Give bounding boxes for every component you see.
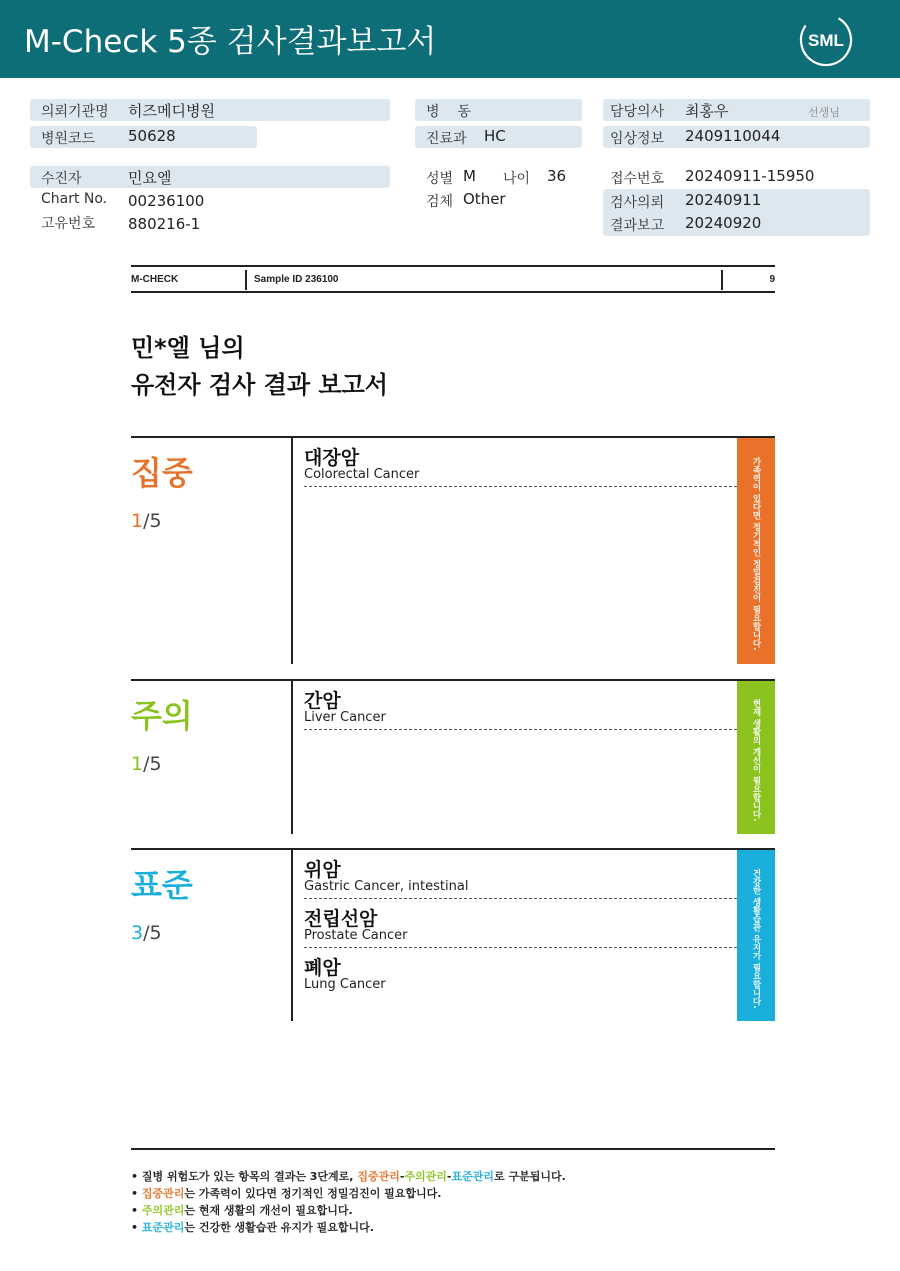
patient-value: 민요엘 [128,169,172,187]
standard-keyword: 표준관리 [451,1170,495,1183]
side-note-text: 가족력이 있다면 정기적인 정밀검진이 필요합니다. [751,457,761,651]
chart-no-label: Chart No. [41,191,108,207]
dash: - [446,1170,452,1183]
note-text: 는 가족력이 있다면 정기적인 정밀검진이 필요합니다. [184,1187,442,1200]
section-divider [291,850,293,1021]
section-caution [131,679,775,834]
report-title-line2: 유전자 검사 결과 보고서 [131,371,388,399]
report-title-line1: 민*엘 님의 [131,334,245,362]
institution-label: 의뢰기관명 [41,104,109,120]
section-count [131,922,162,944]
bullet: • [131,1170,139,1183]
ward-label: 병 동 [426,104,471,120]
cancer-name-en: Lung Cancer [304,977,386,992]
dashed-divider [304,898,737,899]
cancer-name-en: Colorectal Cancer [304,467,420,482]
dashed-divider [304,729,737,730]
age-value: 36 [547,167,567,185]
side-note-standard [737,850,775,1021]
report-date-value: 20240920 [685,214,762,232]
report-title [131,330,388,404]
section-count [131,753,162,775]
focus-keyword: 집중관리 [141,1187,185,1200]
bullet: • [131,1204,139,1217]
hospital-code-value: 50628 [128,127,176,145]
cancer-name-ko: 위암 [304,859,341,881]
dash: - [399,1170,405,1183]
bar-divider [245,270,247,290]
bullet: • [131,1187,139,1200]
sample-id-bar [131,265,775,293]
section-divider [291,681,293,834]
cancer-name-en: Prostate Cancer [304,928,408,943]
bar-divider [721,270,723,290]
side-note-text: 현재 생활의 개선이 필요합니다. [751,699,761,822]
cancer-item [304,440,737,488]
cancer-name-ko: 간암 [304,690,341,712]
dashed-divider [304,486,737,487]
cancer-item [304,950,737,998]
chart-no-value: 00236100 [128,192,205,210]
side-note-text: 건강한 생활습관 유지가 필요합니다. [751,868,761,1009]
receipt-label: 접수번호 [610,171,665,187]
section-divider [291,438,293,664]
logo-text: SML [808,31,844,50]
cancer-name-ko: 전립선암 [304,908,378,930]
dashed-divider [304,947,737,948]
uid-value: 880216-1 [128,215,201,233]
count-num: 1 [131,510,144,532]
bullet: • [131,1221,139,1234]
section-name: 주의 [131,697,193,735]
institution-value: 히즈메디병원 [128,102,215,120]
cancer-item [304,852,737,900]
footer-divider [131,1148,775,1150]
uid-label: 고유번호 [41,216,96,232]
note-text: 로 구분됩니다. [494,1170,566,1183]
request-value: 20240911 [685,191,762,209]
note-line-3 [131,1202,353,1218]
sml-logo-icon [798,12,854,68]
cancer-item [304,683,737,731]
mcheck-label: M-CHECK [131,274,179,285]
section-name: 표준 [131,866,193,904]
count-total: /5 [143,922,162,944]
department-label: 진료과 [426,131,467,147]
note-line-4 [131,1219,374,1235]
count-total: /5 [143,753,162,775]
age-label: 나이 [503,171,531,187]
note-line-2 [131,1185,442,1201]
doctor-label: 담당의사 [610,104,665,120]
specimen-value: Other [463,190,506,208]
caution-keyword: 주의관리 [404,1170,447,1183]
caution-keyword: 주의관리 [141,1204,185,1217]
section-name: 집중 [131,454,193,492]
doctor-suffix: 선생님 [808,106,840,119]
section-standard [131,848,775,1021]
standard-keyword: 표준관리 [141,1221,185,1234]
clinical-label: 임상정보 [610,131,665,147]
side-note-focus [737,438,775,664]
section-count [131,510,162,532]
note-line-1 [131,1168,566,1184]
note-text: 질병 위험도가 있는 항목의 결과는 3단계로, [138,1170,358,1183]
request-label: 검사의뢰 [610,195,665,211]
note-text: 는 현재 생활의 개선이 필요합니다. [184,1204,353,1217]
count-total: /5 [143,510,162,532]
sample-id: Sample ID 236100 [254,274,339,285]
focus-keyword: 집중관리 [357,1170,400,1183]
cancer-name-ko: 폐암 [304,957,341,979]
header-bar [0,0,900,78]
patient-field [30,166,390,188]
receipt-value: 20240911-15950 [685,167,815,185]
cancer-name-en: Liver Cancer [304,710,386,725]
patient-label: 수진자 [41,171,82,187]
count-num: 1 [131,753,144,775]
count-num: 3 [131,922,144,944]
cancer-name-en: Gastric Cancer, intestinal [304,879,469,894]
report-date-label: 결과보고 [610,218,665,234]
doctor-value: 최홍우 [685,102,729,120]
cancer-item [304,901,737,949]
sex-label: 성별 [426,171,454,187]
specimen-label: 검체 [426,194,454,210]
side-note-caution [737,681,775,834]
clinical-value: 2409110044 [685,127,781,145]
sex-value: M [463,167,476,185]
note-text: 는 건강한 생활습관 유지가 필요합니다. [184,1221,374,1234]
report-header-title: M-Check 5종 검사결과보고서 [24,24,437,60]
hospital-code-label: 병원코드 [41,131,96,147]
section-focus [131,436,775,664]
department-value: HC [484,127,506,145]
page-number: 9 [769,274,775,285]
cancer-name-ko: 대장암 [304,447,360,469]
